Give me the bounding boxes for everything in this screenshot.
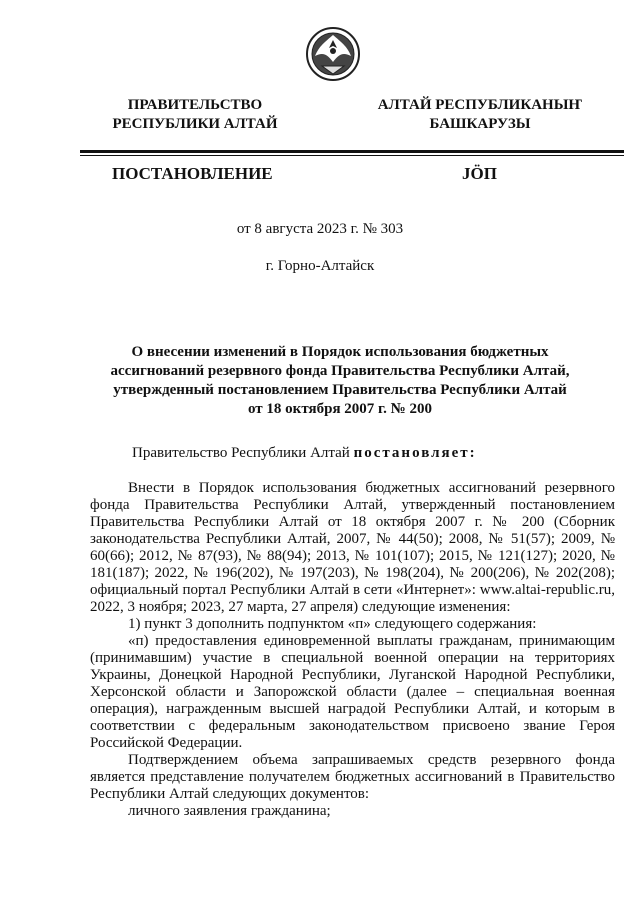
title-line-3: утвержденный постановлением Правительства Республики Алтай	[113, 382, 567, 398]
header-left	[82, 96, 308, 134]
doc-type-russian: ПОСТАНОВЛЕНИЕ	[112, 164, 273, 183]
preamble-verb: постановляет:	[353, 445, 477, 461]
title-line-1: О внесении изменений в Порядок использования бюджетных	[131, 344, 549, 360]
paragraph-confirmation: Подтверждением объема запрашиваемых средств резервного фонда является представление получателем бюджетных ассигнований в Правительство Республики Алтай следующих документов:	[90, 752, 615, 802]
preamble-prefix: Правительство Республики Алтай	[132, 445, 354, 461]
title-line-2: ассигнований резервного фонда Правительства Республики Алтай,	[110, 363, 570, 379]
header-divider-thick	[80, 150, 624, 153]
altai-emblem-icon	[305, 26, 361, 82]
doc-type-altai: JÖП	[462, 164, 497, 183]
title-line-4: от 18 октября 2007 г. № 200	[248, 401, 432, 417]
header-left-line2: РЕСПУБЛИКИ АЛТАЙ	[112, 116, 278, 132]
document-body	[90, 480, 615, 820]
header-right	[340, 96, 620, 134]
document-place: г. Горно-Алтайск	[265, 258, 375, 274]
paragraph-item-1: 1) пункт 3 дополнить подпунктом «п» следующего содержания:	[128, 616, 537, 632]
paragraph-amendment: Внести в Порядок использования бюджетных ассигнований резервного фонда Правительства Республики Алтай, утвержденный постановлением Правительства Республики Алтай от 18 октября 2007 г. № 200 (Сборник законодательства Республики Алтай, 2007, № 44(50); 2008, № 51(57); 2009, № 60(66); 2012, № 87(93), № 88(94); 2013, № 101(107); 2015, № 121(127); 2020, № 181(187); 2022, № 196(202), № 197(203), № 198(204), № 200(206), № 202(208); официальный портал Республики Алтай в сети «Интернет»: www.altai-republic.ru, 2022, 3 ноября; 2023, 27 марта, 27 апреля) следующие изменения:	[90, 480, 615, 615]
paragraph-subitem-p: «п) предоставления единовременной выплаты гражданам, принимающим (принимавшим) участие в специальной военной операции на территориях Украины, Донецкой Народной Республики, Луганской Народной Республики, Херсонской области и Запорожской области (далее – специальная военная операция), награжденным высшей наградой Республики Алтай, и которым в соответствии с федеральным законодательством присвоено звание Героя Российской Федерации.	[90, 633, 615, 751]
header-right-line1: АЛТАЙ РЕСПУБЛИКАНЫҤ	[377, 97, 583, 113]
header-divider-thin	[80, 155, 624, 156]
paragraph-personal-statement: личного заявления гражданина;	[128, 803, 331, 819]
document-date: от 8 августа 2023 г. № 303	[236, 221, 404, 237]
header-left-line1: ПРАВИТЕЛЬСТВО	[127, 97, 263, 113]
preamble	[132, 445, 477, 462]
header-right-line2: БАШКАРУЗЫ	[429, 116, 531, 132]
document-title	[110, 343, 570, 419]
